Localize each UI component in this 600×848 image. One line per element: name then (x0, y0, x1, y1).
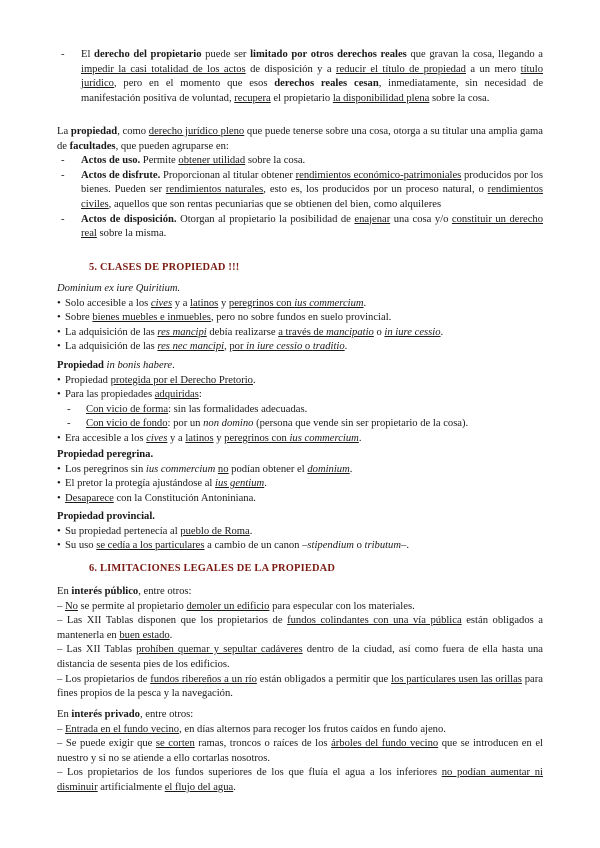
list-item: • Los peregrinos sin ius commercium no podían obtener el dominium. (57, 463, 543, 478)
list-item: • Desaparece con la Constitución Antoniniana. (57, 492, 543, 507)
subheading-quiritium: Dominium ex iure Quiritium. (57, 283, 181, 294)
paragraph-privado-intro: En interés privado, entre otros: (57, 709, 194, 720)
list-item: • Su propiedad pertenecía al pueblo de Roma. (57, 525, 543, 540)
subheading-in-bonis: Propiedad in bonis habere. (57, 360, 175, 371)
section-interes-publico (57, 585, 543, 702)
list-item: • Para las propiedades adquiridas: (57, 388, 543, 403)
list-item: • Sobre bienes muebles e inmuebles, pero no sobre fundos en suelo provincial. (57, 311, 543, 326)
paragraph-publico-intro: En interés público, entre otros: (57, 586, 192, 597)
heading-clases-propiedad: 5. CLASES DE PROPIEDAD !!! (89, 262, 240, 273)
list-item: • Su uso se cedía a los particulares a cambio de un canon –stipendium o tributum–. (57, 539, 543, 554)
list-item-actos-uso: - Actos de uso. Permite obtener utilidad sobre la cosa. (57, 154, 543, 169)
sub-list-item: - Con vicio de fondo: por un non domino (persona que vende sin ser propietario de la cosa). (57, 417, 543, 432)
list-item: • La adquisición de las res nec mancipi, por in iure cessio o traditio. (57, 340, 543, 355)
list-item: • Solo accesible a los cives y a latinos y peregrinos con ius commercium. (57, 297, 543, 312)
list-item: • Era accesible a los cives y a latinos y peregrinos con ius commercium. (57, 432, 543, 447)
section-provincial (57, 510, 543, 554)
paragraph-derecho-propietario: - El derecho del propietario puede ser limitado por otros derechos reales que gravan la cosa, llegando a impedir la casi totalidad de los actos de disposición y a reducir el título de propiedad a un mero título jurídico, pero en el momento que esos derechos reales cesan, inmediatamente, sin necesidad de manifestación positiva de voluntad, recupera el propietario la disponibilidad plena sobre la cosa. (57, 48, 543, 106)
list-item-actos-disposicion: - Actos de disposición. Otorgan al propietario la posibilidad de enajenar una cosa y/o constituir un derecho real sobre la misma. (57, 213, 543, 242)
list-item: – Las XII Tablas disponen que los propietarios de fundos colindantes con una vía pública están obligados a mantenerla en buen estado. (57, 615, 543, 641)
section-in-bonis (57, 359, 543, 447)
subheading-peregrina: Propiedad peregrina. (57, 449, 154, 460)
list-item: – Se puede exigir que se corten ramas, troncos o raíces de los árboles del fundo vecino que se introducen en el nuestro y si no se atiende a ello cortarlas nosotros. (57, 738, 543, 764)
subheading-provincial: Propiedad provincial. (57, 511, 155, 522)
list-item: – Los propietarios de fundos ribereños a un río están obligados a permitir que los particulares usen las orillas para fines propios de la pesca y la navegación. (57, 673, 543, 700)
list-item: • El pretor la protegía ajustándose al ius gentium. (57, 477, 543, 492)
sub-list-item: - Con vicio de forma: sin las formalidades adecuadas. (57, 403, 543, 418)
heading-limitaciones: 6. LIMITACIONES LEGALES DE LA PROPIEDAD (89, 563, 336, 574)
section-derechos-reales (57, 48, 543, 106)
list-item: • La adquisición de las res mancipi debía realizarse a través de mancipatio o in iure cessio. (57, 326, 543, 341)
list-item: – Los propietarios de los fundos superiores de los que fluía el agua a los inferiores no podían aumentar ni disminuir artificialmente el flujo del agua. (57, 767, 543, 793)
section-peregrina (57, 448, 543, 506)
section-interes-privado (57, 708, 543, 796)
list-item: – No se permite al propietario demoler un edificio para especular con los materiales. (57, 600, 415, 612)
paragraph-propiedad-intro: La propiedad, como derecho jurídico pleno que puede tenerse sobre una cosa, otorga a su titular una amplia gama de facultades, que pueden agruparse en: (57, 126, 543, 152)
list-item: – Las XII Tablas prohíben quemar y sepultar cadáveres dentro de la ciudad, así como fuera de ella hasta una distancia de sesenta pies de los edificios. (57, 644, 544, 670)
list-item-actos-disfrute: - Actos de disfrute. Proporcionan al titular obtener rendimientos económico-patrimoniales producidos por los bienes. Pueden ser rendimientos naturales, esto es, los producidos por un proceso natural, o rendimientos civiles, aquellos que son rentas pecuniarias que se obtienen del bien, como alquileres (57, 169, 543, 213)
section-facultades (57, 125, 543, 242)
section-quiritium (57, 282, 543, 355)
list-item: • Propiedad protegida por el Derecho Pretorio. (57, 374, 543, 389)
list-item: – Entrada en el fundo vecino, en días alternos para recoger los frutos caídos en fundo ajeno. (57, 723, 446, 735)
